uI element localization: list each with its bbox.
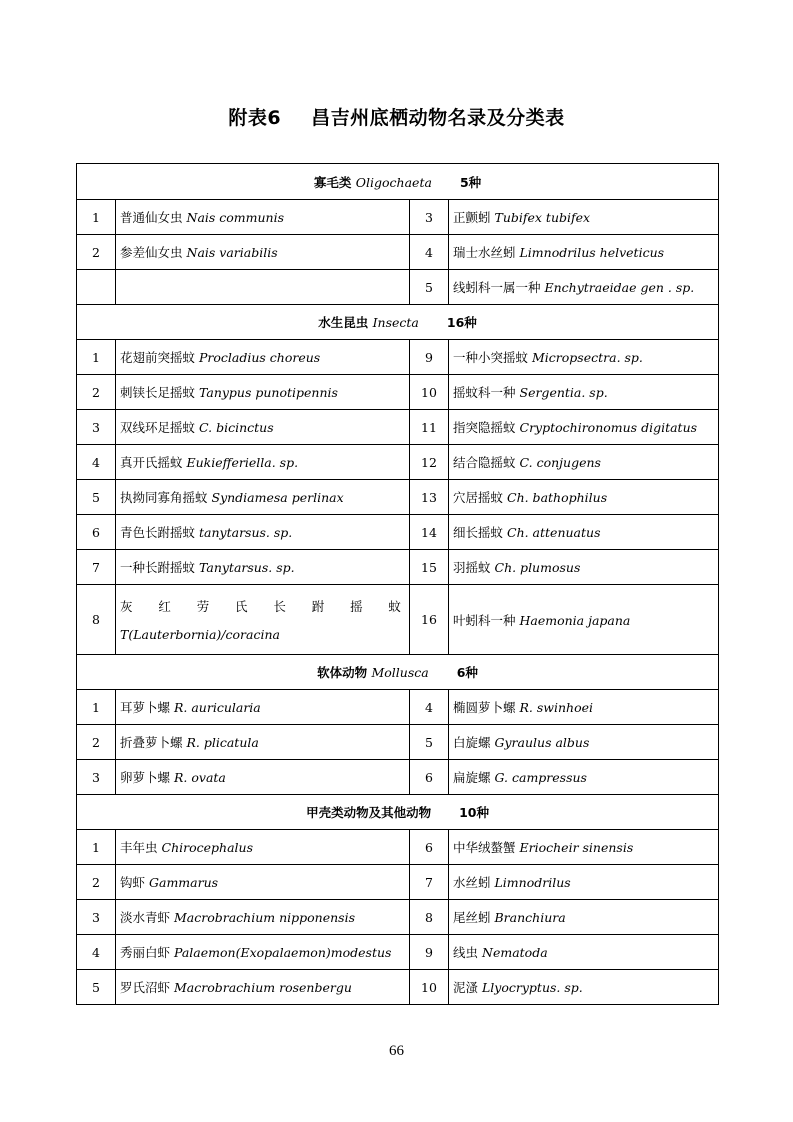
species-sci-right: Branchiura bbox=[494, 910, 566, 925]
species-sci-right: Tubifex tubifex bbox=[494, 210, 591, 225]
species-sci-left: Procladius choreus bbox=[199, 350, 321, 365]
species-sci-left: Gammarus bbox=[149, 875, 219, 890]
row-number-right: 4 bbox=[410, 690, 449, 725]
species-cn-right: 瑞士水丝蚓 bbox=[453, 245, 516, 260]
row-number-left: 6 bbox=[77, 515, 116, 550]
table-row bbox=[77, 935, 719, 970]
row-number-right: 5 bbox=[410, 270, 449, 305]
species-sci-left: Nais communis bbox=[186, 210, 285, 225]
species-cn-left: 耳萝卜螺 bbox=[120, 700, 171, 715]
section-count: 5种 bbox=[459, 174, 482, 190]
species-sci-left: Macrobrachium nipponensis bbox=[174, 910, 356, 925]
species-cn-left: 真开氏摇蚊 bbox=[120, 455, 183, 470]
species-table bbox=[76, 163, 719, 1005]
species-cn-left: 普通仙女虫 bbox=[120, 210, 183, 225]
species-sci-left: Syndiamesa perlinax bbox=[211, 490, 344, 505]
section-header-row bbox=[77, 655, 719, 690]
table-row bbox=[77, 515, 719, 550]
species-right bbox=[449, 970, 719, 1005]
spread-char: 长 bbox=[273, 599, 286, 614]
spread-char: 摇 bbox=[350, 599, 363, 614]
section-name-latin: Oligochaeta bbox=[355, 174, 432, 190]
row-number-right: 6 bbox=[410, 760, 449, 795]
species-left bbox=[116, 865, 410, 900]
species-cn-right: 指突隐摇蚊 bbox=[453, 420, 516, 435]
species-cn-right: 羽摇蚊 bbox=[453, 560, 491, 575]
row-number-left: 1 bbox=[77, 200, 116, 235]
page-title bbox=[0, 103, 793, 130]
spread-char: 蚊 bbox=[388, 599, 401, 614]
species-cn-right: 正颤蚓 bbox=[453, 210, 491, 225]
species-sci-left: R. ovata bbox=[174, 770, 226, 785]
table-row bbox=[77, 235, 719, 270]
row-number-right: 6 bbox=[410, 830, 449, 865]
species-sci-left: R. auricularia bbox=[174, 700, 261, 715]
row-number-right: 8 bbox=[410, 900, 449, 935]
row-number-right: 3 bbox=[410, 200, 449, 235]
table-row bbox=[77, 445, 719, 480]
species-sci-right: C. conjugens bbox=[519, 455, 601, 470]
section-name-latin: Insecta bbox=[372, 315, 419, 330]
species-left bbox=[116, 410, 410, 445]
species-left bbox=[116, 970, 410, 1005]
row-number-left: 3 bbox=[77, 760, 116, 795]
spread-char: 氏 bbox=[235, 599, 248, 614]
spread-char: 劳 bbox=[196, 599, 210, 614]
species-cn-right: 细长摇蚊 bbox=[453, 525, 504, 540]
section-header-row bbox=[77, 795, 719, 830]
species-sci-left: Macrobrachium rosenbergu bbox=[174, 980, 352, 995]
species-cn-left: 秀丽白虾 bbox=[120, 945, 171, 960]
species-sci-left: tanytarsus. sp. bbox=[199, 525, 293, 540]
species-sci-right: G. campressus bbox=[494, 770, 587, 785]
section-header-row bbox=[77, 164, 719, 200]
species-right bbox=[449, 900, 719, 935]
species-cn-right: 椭圆萝卜螺 bbox=[453, 700, 516, 715]
species-right bbox=[449, 375, 719, 410]
species-right bbox=[449, 410, 719, 445]
species-cn-left: 青色长跗摇蚊 bbox=[120, 525, 196, 540]
table-row bbox=[77, 550, 719, 585]
species-right bbox=[449, 200, 719, 235]
species-cn-right: 泥溞 bbox=[453, 980, 479, 995]
species-cn-right: 尾丝蚓 bbox=[453, 910, 491, 925]
section-name-cn: 软体动物 bbox=[317, 665, 368, 680]
title-text: 昌吉州底栖动物名录及分类表 bbox=[311, 107, 565, 129]
species-right bbox=[449, 235, 719, 270]
row-number-right: 7 bbox=[410, 865, 449, 900]
species-cn-right: 线蚓科一属一种 bbox=[453, 280, 541, 295]
table-row bbox=[77, 340, 719, 375]
appendix-label: 附表6 bbox=[228, 107, 282, 129]
species-sci-left: C. bicinctus bbox=[199, 420, 274, 435]
section-count: 10种 bbox=[459, 805, 489, 820]
species-cn-right: 摇蚊科一种 bbox=[453, 385, 516, 400]
species-left bbox=[116, 445, 410, 480]
table-row bbox=[77, 900, 719, 935]
species-sci-right: Enchytraeidae gen . sp. bbox=[544, 280, 695, 295]
species-cn-left: 参差仙女虫 bbox=[120, 245, 183, 260]
species-left bbox=[116, 725, 410, 760]
species-right bbox=[449, 585, 719, 655]
species-right bbox=[449, 830, 719, 865]
table-row bbox=[77, 725, 719, 760]
species-sci-left: Palaemon(Exopalaemon)modestus bbox=[174, 945, 392, 960]
row-number-left: 5 bbox=[77, 970, 116, 1005]
species-left bbox=[116, 550, 410, 585]
table-row bbox=[77, 270, 719, 305]
species-cn-left: 双线环足摇蚊 bbox=[120, 420, 196, 435]
species-right bbox=[449, 690, 719, 725]
species-sci-right: Micropsectra. sp. bbox=[532, 350, 643, 365]
row-number-left: 8 bbox=[77, 585, 116, 655]
species-cn-left: 钩虾 bbox=[120, 875, 146, 890]
species-left bbox=[116, 235, 410, 270]
species-cn-left: 折叠萝卜螺 bbox=[120, 735, 183, 750]
species-sci-right: Limnodrilus helveticus bbox=[519, 245, 665, 260]
row-number-right: 14 bbox=[410, 515, 449, 550]
species-sci-right: Ch. bathophilus bbox=[507, 490, 608, 505]
species-sci-right: Ch. plumosus bbox=[494, 560, 581, 575]
species-left bbox=[116, 830, 410, 865]
species-left bbox=[116, 900, 410, 935]
row-number-left: 4 bbox=[77, 935, 116, 970]
species-cn-left: 刺铗长足摇蚊 bbox=[120, 385, 196, 400]
species-sci-left: Tanytarsus. sp. bbox=[199, 560, 295, 575]
table-row bbox=[77, 480, 719, 515]
row-number-right: 4 bbox=[410, 235, 449, 270]
section-name-cn: 水生昆虫 bbox=[318, 315, 369, 330]
species-right bbox=[449, 760, 719, 795]
row-number-right: 13 bbox=[410, 480, 449, 515]
section-count: 16种 bbox=[446, 315, 477, 330]
row-number-left bbox=[77, 270, 116, 305]
row-number-right: 10 bbox=[410, 970, 449, 1005]
row-number-right: 15 bbox=[410, 550, 449, 585]
species-cn-left: 花翅前突摇蚊 bbox=[120, 350, 196, 365]
row-number-right: 11 bbox=[410, 410, 449, 445]
species-cn-right: 线虫 bbox=[453, 945, 479, 960]
section-header-row bbox=[77, 305, 719, 340]
species-cn-right: 一种小突摇蚊 bbox=[453, 350, 529, 365]
species-sci-right: Gyraulus albus bbox=[494, 735, 590, 750]
species-right bbox=[449, 865, 719, 900]
species-cn-right: 扁旋螺 bbox=[453, 770, 491, 785]
row-number-left: 7 bbox=[77, 550, 116, 585]
section-header bbox=[77, 795, 719, 830]
row-number-left: 1 bbox=[77, 830, 116, 865]
row-number-left: 2 bbox=[77, 235, 116, 270]
species-sci-right: Nematoda bbox=[482, 945, 548, 960]
species-sci-right: Haemonia japana bbox=[519, 612, 631, 628]
row-number-left: 5 bbox=[77, 480, 116, 515]
species-sci-left: T(Lauterbornia)/coracina bbox=[120, 627, 280, 642]
row-number-right: 5 bbox=[410, 725, 449, 760]
species-sci-right: Eriocheir sinensis bbox=[519, 840, 634, 855]
species-sci-left: R. plicatula bbox=[186, 735, 259, 750]
species-right bbox=[449, 340, 719, 375]
species-sci-right: Ch. attenuatus bbox=[507, 525, 601, 540]
species-sci-right: Llyocryptus. sp. bbox=[482, 980, 583, 995]
row-number-left: 2 bbox=[77, 725, 116, 760]
section-name-latin: Mollusca bbox=[371, 665, 429, 680]
row-number-left: 2 bbox=[77, 865, 116, 900]
species-right bbox=[449, 515, 719, 550]
species-cn-left: 罗氏沼虾 bbox=[120, 980, 171, 995]
species-right bbox=[449, 480, 719, 515]
species-sci-right: Sergentia. sp. bbox=[519, 385, 608, 400]
species-left bbox=[116, 690, 410, 725]
species-cn-right: 白旋螺 bbox=[453, 735, 491, 750]
species-left bbox=[116, 340, 410, 375]
species-sci-right: Limnodrilus bbox=[494, 875, 571, 890]
row-number-left: 1 bbox=[77, 340, 116, 375]
row-number-left: 3 bbox=[77, 410, 116, 445]
section-name-cn: 甲壳类动物及其他动物 bbox=[306, 805, 432, 820]
species-cn-right: 穴居摇蚊 bbox=[453, 490, 504, 505]
table-row bbox=[77, 760, 719, 795]
table-row bbox=[77, 865, 719, 900]
row-number-right: 16 bbox=[410, 585, 449, 655]
table-row bbox=[77, 585, 719, 655]
row-number-right: 9 bbox=[410, 935, 449, 970]
species-left bbox=[116, 480, 410, 515]
row-number-right: 10 bbox=[410, 375, 449, 410]
spread-char: 灰 bbox=[120, 599, 133, 614]
species-sci-left: Eukiefferiella. sp. bbox=[186, 455, 299, 470]
table-row bbox=[77, 830, 719, 865]
table-row bbox=[77, 375, 719, 410]
species-cn-left: 一种长跗摇蚊 bbox=[120, 560, 196, 575]
species-sci-right: Cryptochironomus digitatus bbox=[519, 420, 698, 435]
species-cn-right: 中华绒螯蟹 bbox=[453, 840, 516, 855]
species-left bbox=[116, 935, 410, 970]
table-row bbox=[77, 410, 719, 445]
table-row bbox=[77, 970, 719, 1005]
species-cn-left: 卵萝卜螺 bbox=[120, 770, 171, 785]
species-left bbox=[116, 515, 410, 550]
species-left bbox=[116, 760, 410, 795]
section-count: 6种 bbox=[456, 665, 478, 680]
row-number-left: 4 bbox=[77, 445, 116, 480]
row-number-left: 2 bbox=[77, 375, 116, 410]
species-cn-left: 执拗同寡角摇蚊 bbox=[120, 490, 208, 505]
table-row bbox=[77, 200, 719, 235]
species-cn-left: 丰年虫 bbox=[120, 840, 158, 855]
species-right bbox=[449, 935, 719, 970]
species-left bbox=[116, 200, 410, 235]
page-number: 66 bbox=[389, 1043, 404, 1059]
species-left bbox=[116, 585, 410, 655]
species-cn-right: 叶蚓科一种 bbox=[453, 612, 516, 628]
species-right bbox=[449, 725, 719, 760]
species-left bbox=[116, 270, 410, 305]
section-name-cn: 寡毛类 bbox=[313, 174, 352, 190]
row-number-left: 3 bbox=[77, 900, 116, 935]
species-cn-left: 淡水青虾 bbox=[120, 910, 171, 925]
table-row bbox=[77, 690, 719, 725]
section-header bbox=[77, 655, 719, 690]
row-number-left: 1 bbox=[77, 690, 116, 725]
row-number-right: 9 bbox=[410, 340, 449, 375]
species-right bbox=[449, 550, 719, 585]
spread-char: 红 bbox=[158, 599, 171, 614]
species-sci-left: Tanypus punotipennis bbox=[199, 385, 338, 400]
species-cn-right: 结合隐摇蚊 bbox=[453, 455, 516, 470]
species-sci-left: Chirocephalus bbox=[161, 840, 253, 855]
species-right bbox=[449, 270, 719, 305]
species-right bbox=[449, 445, 719, 480]
species-cn-right: 水丝蚓 bbox=[453, 875, 491, 890]
section-header bbox=[77, 164, 719, 200]
row-number-right: 12 bbox=[410, 445, 449, 480]
spread-char: 跗 bbox=[311, 599, 325, 614]
section-header bbox=[77, 305, 719, 340]
species-left bbox=[116, 375, 410, 410]
species-sci-left: Nais variabilis bbox=[186, 245, 278, 260]
species-sci-right: R. swinhoei bbox=[519, 700, 593, 715]
species-cn-left bbox=[120, 597, 405, 615]
